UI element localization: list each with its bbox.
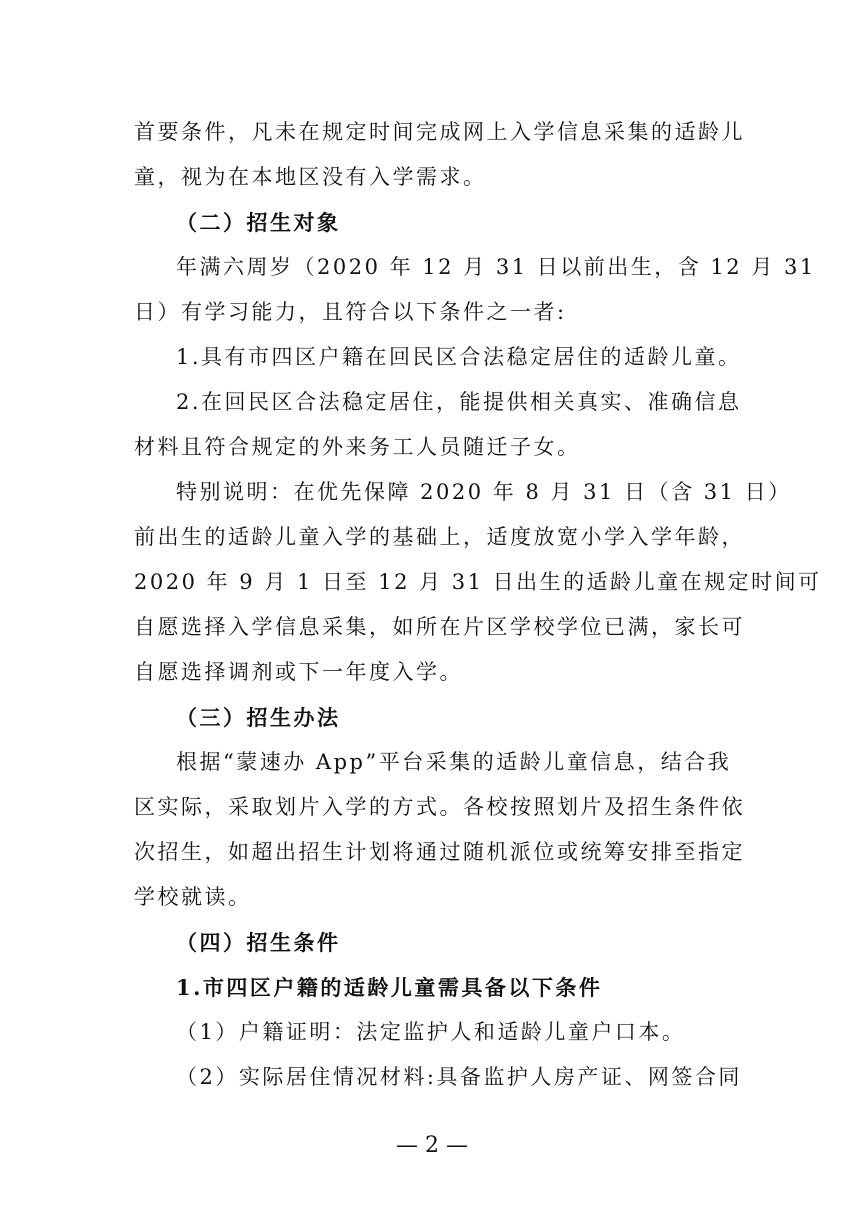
body-line: 自愿选择调剂或下一年度入学。 (134, 660, 463, 684)
body-line: 材料且符合规定的外来务工人员随迁子女。 (134, 435, 581, 459)
list-item-2: 2.在回民区合法稳定居住，能提供相关真实、准确信息 (176, 390, 742, 414)
body-line: 首要条件，凡未在规定时间完成网上入学信息采集的适龄儿 (134, 120, 745, 144)
body-line: 年满六周岁（2020 年 12 月 31 日以前出生，含 12 月 31 (176, 255, 816, 279)
subsection-heading: 1.市四区户籍的适龄儿童需具备以下条件 (176, 975, 603, 1000)
body-line: 根据“蒙速办 App”平台采集的适龄儿童信息，结合我 (176, 750, 732, 774)
body-line: 自愿选择入学信息采集，如所在片区学校学位已满，家长可 (134, 615, 745, 639)
section-heading-3: （三）招生办法 (176, 705, 341, 730)
list-item-1: 1.具有市四区户籍在回民区合法稳定居住的适龄儿童。 (176, 345, 742, 369)
section-heading-4: （四）招生条件 (176, 930, 341, 955)
document-body (134, 110, 822, 1100)
body-line: 区实际，采取划片入学的方式。各校按照划片及招生条件依 (134, 795, 745, 819)
section-heading-2: （二）招生对象 (176, 210, 341, 235)
body-line: 前出生的适龄儿童入学的基础上，适度放宽小学入学年龄， (134, 525, 745, 549)
body-line: 2020 年 9 月 1 日至 12 月 31 日出生的适龄儿童在规定时间可 (134, 570, 822, 594)
page-number: — 2 — (396, 1133, 468, 1158)
special-note: 特别说明：在优先保障 2020 年 8 月 31 日（含 31 日） (176, 480, 792, 504)
body-line: 学校就读。 (134, 885, 252, 909)
body-line: 童，视为在本地区没有入学需求。 (134, 165, 487, 189)
condition-item-2: （2）实际居住情况材料:具备监护人房产证、网签合同 (176, 1065, 742, 1089)
body-line: 次招生，如超出招生计划将通过随机派位或统筹安排至指定 (134, 840, 745, 864)
body-line: 日）有学习能力，且符合以下条件之一者: (134, 300, 567, 324)
condition-item-1: （1）户籍证明：法定监护人和适龄儿童户口本。 (176, 1020, 686, 1044)
